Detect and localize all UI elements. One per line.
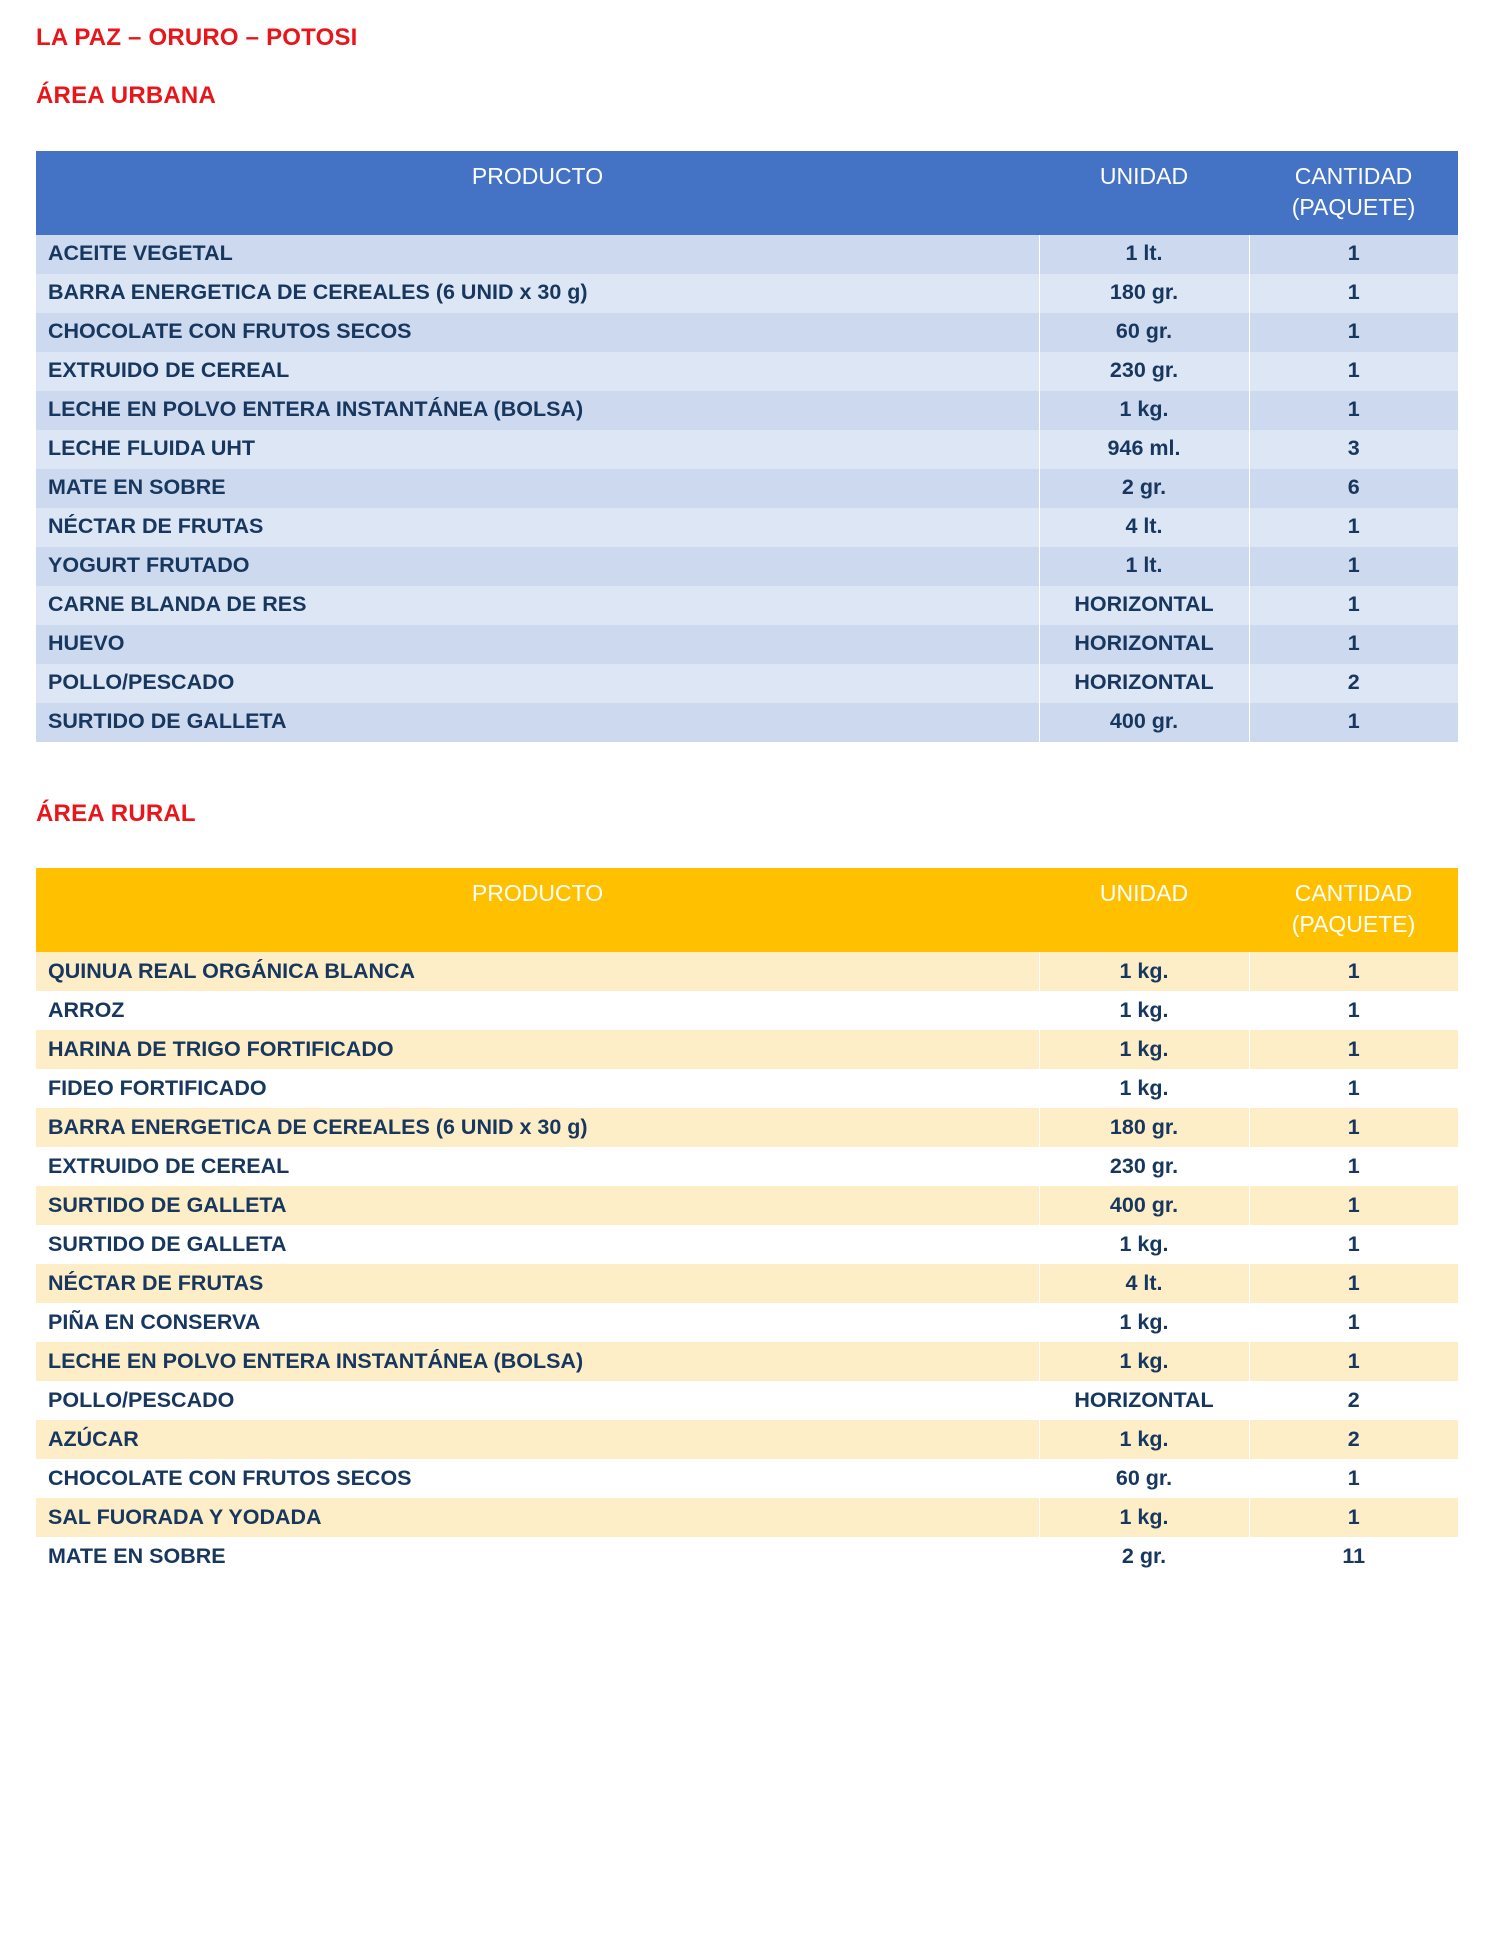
cell-producto: LECHE EN POLVO ENTERA INSTANTÁNEA (BOLSA) xyxy=(36,391,1039,430)
section-title-urbana: ÁREA URBANA xyxy=(36,82,216,110)
column-header-cantidad-line2: (PAQUETE) xyxy=(1291,193,1416,220)
cell-producto: SURTIDO DE GALLETA xyxy=(36,1225,1039,1264)
cell-producto: MATE EN SOBRE xyxy=(36,1537,1039,1576)
table-row xyxy=(36,1537,1458,1576)
table-header-row xyxy=(36,868,1458,952)
cell-unidad: 1 kg. xyxy=(1039,1030,1249,1069)
cell-unidad: 4 lt. xyxy=(1039,1264,1249,1303)
table-row xyxy=(36,1069,1458,1108)
column-header-producto: PRODUCTO xyxy=(36,151,1039,235)
cell-unidad: 1 kg. xyxy=(1039,1069,1249,1108)
table-row xyxy=(36,1342,1458,1381)
cell-cantidad: 3 xyxy=(1249,430,1458,469)
cell-producto: BARRA ENERGETICA DE CEREALES (6 UNID x 30 g) xyxy=(36,274,1039,313)
cell-unidad: 230 gr. xyxy=(1039,1147,1249,1186)
cell-producto: SAL FUORADA Y YODADA xyxy=(36,1498,1039,1537)
column-header-cantidad-line2: (PAQUETE) xyxy=(1291,911,1416,938)
cell-unidad: HORIZONTAL xyxy=(1039,1381,1249,1420)
table-row xyxy=(36,586,1458,625)
cell-unidad: 180 gr. xyxy=(1039,1108,1249,1147)
cell-unidad: 1 kg. xyxy=(1039,1420,1249,1459)
table-row xyxy=(36,1420,1458,1459)
table-row xyxy=(36,1030,1458,1069)
cell-cantidad: 1 xyxy=(1249,235,1458,274)
cell-unidad: 1 kg. xyxy=(1039,1303,1249,1342)
cell-cantidad: 1 xyxy=(1249,1264,1458,1303)
cell-unidad: 400 gr. xyxy=(1039,1186,1249,1225)
table-header-rural xyxy=(36,868,1458,952)
cell-unidad: 180 gr. xyxy=(1039,274,1249,313)
table-row xyxy=(36,430,1458,469)
cell-producto: ACEITE VEGETAL xyxy=(36,235,1039,274)
table-row xyxy=(36,313,1458,352)
cell-producto: CARNE BLANDA DE RES xyxy=(36,586,1039,625)
column-header-cantidad-line1: CANTIDAD xyxy=(1294,162,1413,189)
table-row xyxy=(36,1498,1458,1537)
cell-unidad: 1 kg. xyxy=(1039,952,1249,991)
table-header-row xyxy=(36,151,1458,235)
cell-cantidad: 1 xyxy=(1249,547,1458,586)
cell-producto: EXTRUIDO DE CEREAL xyxy=(36,1147,1039,1186)
cell-cantidad: 1 xyxy=(1249,1030,1458,1069)
cell-cantidad: 1 xyxy=(1249,1225,1458,1264)
cell-producto: PIÑA EN CONSERVA xyxy=(36,1303,1039,1342)
table-row xyxy=(36,1108,1458,1147)
table-area-urbana xyxy=(36,151,1458,742)
cell-producto: YOGURT FRUTADO xyxy=(36,547,1039,586)
cell-unidad: 2 gr. xyxy=(1039,469,1249,508)
cell-unidad: HORIZONTAL xyxy=(1039,664,1249,703)
cell-producto: FIDEO FORTIFICADO xyxy=(36,1069,1039,1108)
cell-cantidad: 2 xyxy=(1249,1381,1458,1420)
table-row xyxy=(36,547,1458,586)
table-body-urbana xyxy=(36,235,1458,742)
cell-unidad: 1 kg. xyxy=(1039,1225,1249,1264)
table-row xyxy=(36,991,1458,1030)
table-row xyxy=(36,235,1458,274)
cell-cantidad: 1 xyxy=(1249,508,1458,547)
cell-cantidad: 1 xyxy=(1249,313,1458,352)
cell-cantidad: 2 xyxy=(1249,664,1458,703)
cell-producto: HARINA DE TRIGO FORTIFICADO xyxy=(36,1030,1039,1069)
cell-cantidad: 11 xyxy=(1249,1537,1458,1576)
cell-cantidad: 2 xyxy=(1249,1420,1458,1459)
cell-producto: CHOCOLATE CON FRUTOS SECOS xyxy=(36,313,1039,352)
cell-unidad: 1 lt. xyxy=(1039,235,1249,274)
cell-unidad: 946 ml. xyxy=(1039,430,1249,469)
cell-cantidad: 1 xyxy=(1249,1186,1458,1225)
cell-cantidad: 1 xyxy=(1249,352,1458,391)
cell-cantidad: 1 xyxy=(1249,1342,1458,1381)
table-row xyxy=(36,508,1458,547)
cell-cantidad: 1 xyxy=(1249,952,1458,991)
cell-producto: CHOCOLATE CON FRUTOS SECOS xyxy=(36,1459,1039,1498)
table-body-rural xyxy=(36,952,1458,1576)
table-row xyxy=(36,391,1458,430)
document-title: LA PAZ – ORURO – POTOSI xyxy=(36,24,358,51)
table-row xyxy=(36,274,1458,313)
cell-producto: QUINUA REAL ORGÁNICA BLANCA xyxy=(36,952,1039,991)
cell-unidad: 1 kg. xyxy=(1039,391,1249,430)
table-row xyxy=(36,1381,1458,1420)
cell-producto: SURTIDO DE GALLETA xyxy=(36,1186,1039,1225)
cell-producto: LECHE FLUIDA UHT xyxy=(36,430,1039,469)
cell-producto: BARRA ENERGETICA DE CEREALES (6 UNID x 30 g) xyxy=(36,1108,1039,1147)
table-row xyxy=(36,625,1458,664)
cell-producto: ARROZ xyxy=(36,991,1039,1030)
cell-unidad: 1 lt. xyxy=(1039,547,1249,586)
spacer xyxy=(36,54,1460,80)
table-row xyxy=(36,1303,1458,1342)
cell-unidad: 230 gr. xyxy=(1039,352,1249,391)
cell-unidad: 60 gr. xyxy=(1039,313,1249,352)
cell-producto: LECHE EN POLVO ENTERA INSTANTÁNEA (BOLSA) xyxy=(36,1342,1039,1381)
cell-unidad: 4 lt. xyxy=(1039,508,1249,547)
cell-unidad: 1 kg. xyxy=(1039,1342,1249,1381)
cell-cantidad: 1 xyxy=(1249,274,1458,313)
cell-unidad: HORIZONTAL xyxy=(1039,586,1249,625)
cell-unidad: 60 gr. xyxy=(1039,1459,1249,1498)
table-row xyxy=(36,1186,1458,1225)
spacer xyxy=(36,830,1460,868)
section-title-rural: ÁREA RURAL xyxy=(36,799,196,827)
table-row xyxy=(36,352,1458,391)
cell-cantidad: 1 xyxy=(1249,1069,1458,1108)
cell-producto: SURTIDO DE GALLETA xyxy=(36,703,1039,742)
cell-cantidad: 1 xyxy=(1249,1498,1458,1537)
cell-cantidad: 1 xyxy=(1249,391,1458,430)
column-header-unidad: UNIDAD xyxy=(1039,868,1249,952)
cell-cantidad: 1 xyxy=(1249,1108,1458,1147)
cell-cantidad: 1 xyxy=(1249,1303,1458,1342)
cell-cantidad: 1 xyxy=(1249,991,1458,1030)
table-row xyxy=(36,703,1458,742)
cell-producto: AZÚCAR xyxy=(36,1420,1039,1459)
cell-producto: HUEVO xyxy=(36,625,1039,664)
table-row xyxy=(36,1459,1458,1498)
column-header-cantidad-line1: CANTIDAD xyxy=(1294,880,1413,907)
cell-unidad: 1 kg. xyxy=(1039,1498,1249,1537)
cell-unidad: HORIZONTAL xyxy=(1039,625,1249,664)
table-row xyxy=(36,1264,1458,1303)
cell-unidad: 1 kg. xyxy=(1039,991,1249,1030)
table-row xyxy=(36,664,1458,703)
table-row xyxy=(36,952,1458,991)
table-row xyxy=(36,1225,1458,1264)
column-header-unidad: UNIDAD xyxy=(1039,151,1249,235)
cell-cantidad: 1 xyxy=(1249,703,1458,742)
table-area-rural xyxy=(36,868,1458,1576)
cell-producto: NÉCTAR DE FRUTAS xyxy=(36,1264,1039,1303)
cell-cantidad: 6 xyxy=(1249,469,1458,508)
cell-producto: POLLO/PESCADO xyxy=(36,664,1039,703)
cell-cantidad: 1 xyxy=(1249,1459,1458,1498)
column-header-cantidad xyxy=(1249,151,1458,235)
cell-producto: MATE EN SOBRE xyxy=(36,469,1039,508)
column-header-producto: PRODUCTO xyxy=(36,868,1039,952)
table-row xyxy=(36,469,1458,508)
cell-producto: EXTRUIDO DE CEREAL xyxy=(36,352,1039,391)
cell-unidad: 2 gr. xyxy=(1039,1537,1249,1576)
spacer xyxy=(36,113,1460,151)
cell-cantidad: 1 xyxy=(1249,1147,1458,1186)
cell-producto: NÉCTAR DE FRUTAS xyxy=(36,508,1039,547)
cell-cantidad: 1 xyxy=(1249,586,1458,625)
spacer xyxy=(36,742,1460,798)
table-row xyxy=(36,1147,1458,1186)
cell-unidad: 400 gr. xyxy=(1039,703,1249,742)
cell-producto: POLLO/PESCADO xyxy=(36,1381,1039,1420)
cell-cantidad: 1 xyxy=(1249,625,1458,664)
table-header-urbana xyxy=(36,151,1458,235)
column-header-cantidad xyxy=(1249,868,1458,952)
